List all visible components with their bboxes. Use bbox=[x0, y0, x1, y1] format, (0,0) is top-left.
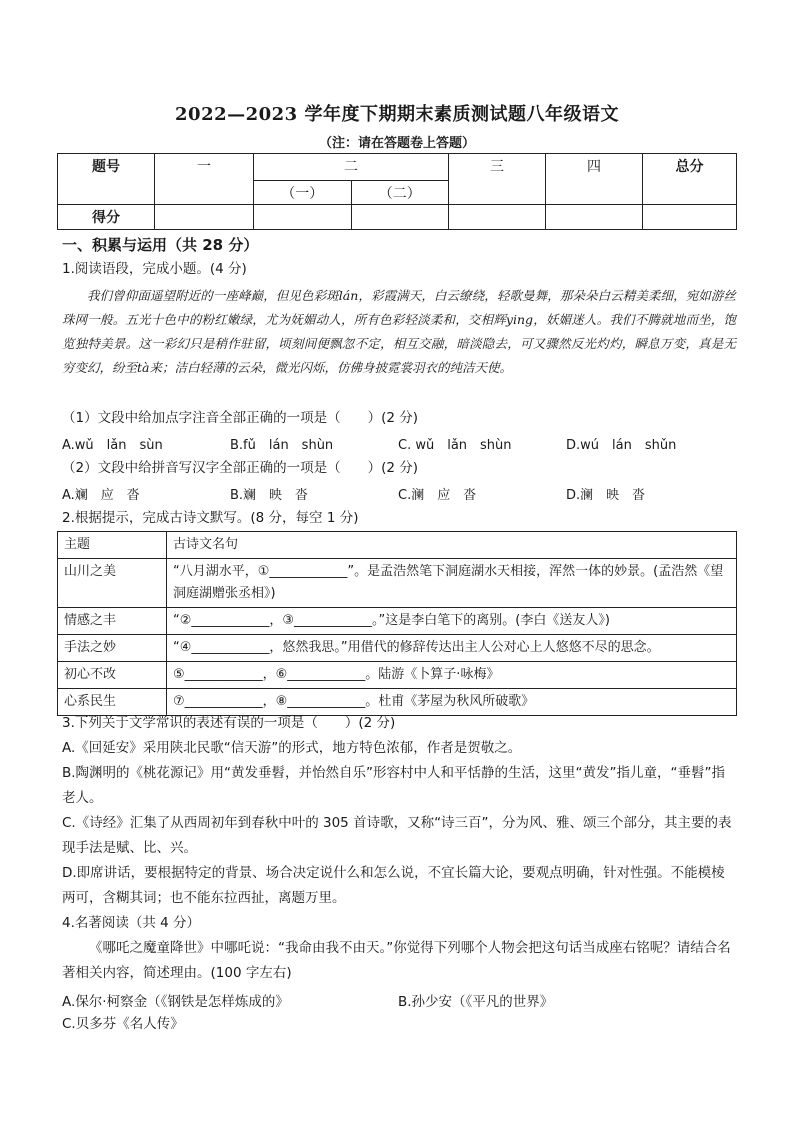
option-b[interactable]: B.斓 映 沓 bbox=[230, 488, 309, 503]
score-cell bbox=[449, 205, 546, 230]
poem-line[interactable]: ⑤____________，⑥____________。陆游《卜算子·咏梅》 bbox=[167, 662, 737, 689]
poem-topic: 情感之丰 bbox=[58, 608, 167, 635]
score-cell bbox=[155, 205, 254, 230]
score-table bbox=[57, 153, 737, 230]
poem-col-lines: 古诗文名句 bbox=[167, 532, 737, 559]
q4-body: 《哪吒之魔童降世》中哪吒说：“我命由我不由天。”你觉得下列哪个人物会把这句话当成座右铭呢？请结合名著相关内容，简述理由。(100 字左右) bbox=[62, 940, 731, 981]
score-header-part2-sub1: （一） bbox=[254, 181, 352, 205]
q1-sub1: （1）文段中给加点字注音全部正确的一项是（ ）(2 分) bbox=[62, 410, 419, 426]
poem-line[interactable]: ⑦____________，⑧____________。杜甫《茅屋为秋风所破歌》 bbox=[167, 689, 737, 716]
q3-option-d[interactable]: D.即席讲话，要根据特定的背景、场合决定说什么和怎么说，不宜长篇大论，要观点明确，针对性强。不能模棱两可，含糊其词；也不能东拉西扯，离题万里。 bbox=[62, 865, 725, 906]
option-a[interactable]: A.wǔ lǎn sùn bbox=[62, 438, 163, 453]
exam-note: （注：请在答题卷上答题） bbox=[318, 136, 475, 151]
page-title: 2022—2023 学年度下期期末素质测试题八年级语文 bbox=[175, 104, 619, 125]
poem-line[interactable]: “④____________，悠然我思。”用借代的修辞传达出主人公对心上人悠悠不尽的思念。 bbox=[167, 635, 737, 662]
q1-stem: 1.阅读语段，完成小题。(4 分) bbox=[62, 261, 247, 277]
score-cell bbox=[254, 205, 352, 230]
option-b[interactable]: B.fǔ lán shùn bbox=[230, 438, 334, 453]
q4-option-b[interactable]: B.孙少安（《平凡的世界》 bbox=[398, 994, 554, 1010]
section-heading: 一、积累与运用（共 28 分） bbox=[62, 236, 259, 254]
option-d[interactable]: D.澜 映 沓 bbox=[566, 488, 646, 503]
q2-stem: 2.根据提示，完成古诗文默写。(8 分，每空 1 分) bbox=[62, 510, 359, 526]
poem-topic: 手法之妙 bbox=[58, 635, 167, 662]
score-header-part3: 三 bbox=[449, 154, 546, 205]
poem-topic: 初心不改 bbox=[58, 662, 167, 689]
poem-col-topic: 主题 bbox=[58, 532, 167, 559]
q1-passage: 我们曾仰面遥望附近的一座峰巅，但见色彩斑lán，彩霞满天，白云缭绕，轻歌曼舞，那朵朵白云精美柔细，宛如游丝珠网一般。五光十色中的粉红嫩绿，尤为妩媚动人，所有色彩轻淡柔和，交相辉ying，妖媚迷人。我们不腾就地而坐，饱览独特美景。这一彩幻只是稍作驻留，顷刻间便飘忽不定，相互交融，暗淡隐去，可又骤然反光灼灼，瞬息万变，真是无穷变幻，纷至tà来；洁白轻薄的云朵，微光闪烁，仿佛身披霓裳羽衣的纯洁天使。 bbox=[62, 288, 736, 375]
q4-option-a[interactable]: A.保尔·柯察金（《钢铁是怎样炼成的》 bbox=[62, 994, 289, 1010]
score-cell bbox=[546, 205, 643, 230]
poem-line[interactable]: “②____________，③____________。”这是李白笔下的离别。(李白《送友人》) bbox=[167, 608, 737, 635]
score-header-total: 总分 bbox=[643, 154, 737, 205]
q3-stem: 3.下列关于文学常识的表述有误的一项是（ ）(2 分) bbox=[62, 715, 396, 731]
q3-option-b[interactable]: B.陶渊明的《桃花源记》用“黄发垂髫，并怡然自乐”形容村中人和平恬静的生活，这里“黄发”指儿童，“垂髫”指老人。 bbox=[62, 765, 726, 806]
score-header-part1: 一 bbox=[155, 154, 254, 205]
q3-option-a[interactable]: A.《回延安》采用陕北民歌“信天游”的形式，地方特色浓郁，作者是贺敬之。 bbox=[62, 740, 522, 756]
poem-line[interactable]: “八月湖水平，①____________”。是孟浩然笔下洞庭湖水天相接，浑然一体的妙景。(孟浩然《望洞庭湖赠张丞相》) bbox=[167, 559, 737, 608]
q1-sub2: （2）文段中给拼音写汉字全部正确的一项是（ ）(2 分) bbox=[62, 460, 419, 476]
poem-topic: 心系民生 bbox=[58, 689, 167, 716]
score-header-number: 题号 bbox=[58, 154, 155, 205]
poem-table bbox=[57, 531, 737, 716]
option-d[interactable]: D.wú lán shǔn bbox=[566, 438, 677, 453]
option-c[interactable]: C. wǔ lǎn shùn bbox=[398, 438, 512, 453]
q4-stem: 4.名著阅读（共 4 分） bbox=[62, 915, 201, 931]
score-cell bbox=[643, 205, 737, 230]
score-header-part4: 四 bbox=[546, 154, 643, 205]
option-c[interactable]: C.澜 应 沓 bbox=[398, 488, 477, 503]
q3-option-c[interactable]: C.《诗经》汇集了从西周初年到春秋中叶的 305 首诗歌，又称“诗三百”，分为风、雅、颂三个部分，其主要的表现手法是赋、比、兴。 bbox=[62, 815, 732, 856]
option-a[interactable]: A.斓 应 沓 bbox=[62, 488, 140, 503]
q4-option-c[interactable]: C.贝多芬《名人传》 bbox=[62, 1016, 184, 1032]
score-cell bbox=[351, 205, 449, 230]
score-row-label: 得分 bbox=[58, 205, 155, 230]
score-header-part2: 二 bbox=[254, 154, 449, 181]
poem-topic: 山川之美 bbox=[58, 559, 167, 608]
score-header-part2-sub2: （二） bbox=[351, 181, 449, 205]
